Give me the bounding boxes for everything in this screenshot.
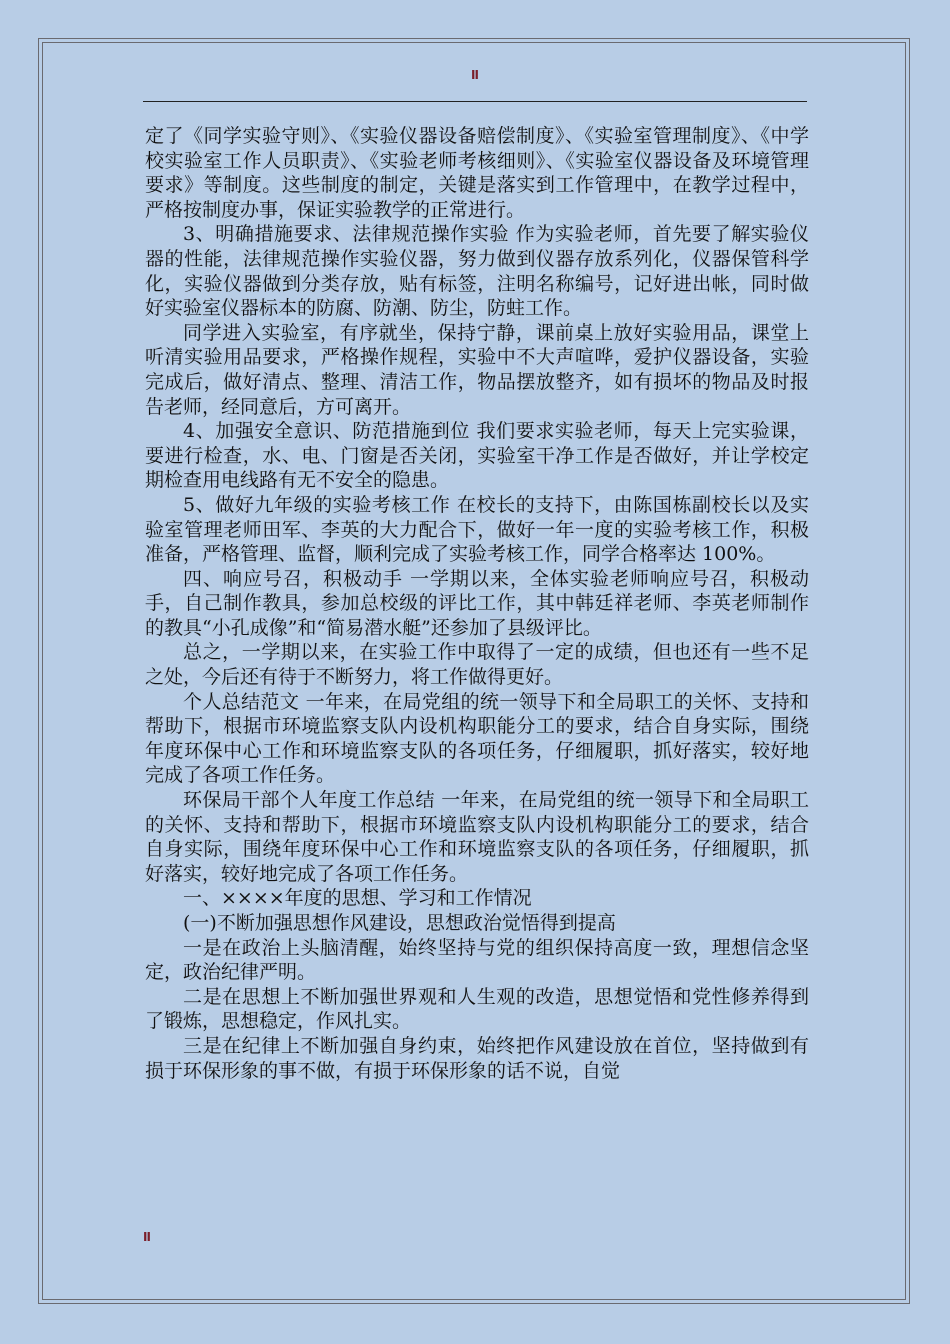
document-body — [145, 124, 809, 1083]
paragraph: 一是在政治上头脑清醒，始终坚持与党的组织保持高度一致，理想信念坚定，政治纪律严明。 — [145, 936, 809, 984]
paragraph: 环保局干部个人年度工作总结 一年来，在局党组的统一领导下和全局职工的关怀、支持和帮助下，根据市环境监察支队内设机构职能分工的要求，结合自身实际，围绕年度环保中心工作和环境监察支队的各项任务，仔细履职，抓好落实，较好地完成了各项工作任务。 — [145, 789, 809, 885]
paragraph: 定了《同学实验守则》、《实验仪器设备赔偿制度》、《实验室管理制度》、《中学校实验室工作人员职责》、《实验老师考核细则》、《实验室仪器设备及环境管理要求》等制度。这些制度的制定，关键是落实到工作管理中，在教学过程中，严格按制度办事，保证实验教学的正常进行。 — [145, 125, 809, 221]
header-mark: II — [471, 68, 478, 82]
paragraph: 三是在纪律上不断加强自身约束，始终把作风建设放在首位，坚持做到有损于环保形象的事不做，有损于环保形象的话不说，自觉 — [145, 1034, 809, 1082]
paragraph: 5、做好九年级的实验考核工作 在校长的支持下，由陈国栋副校长以及实验室管理老师田军、李英的大力配合下，做好一年一度的实验考核工作，积极准备，严格管理、监督，顺利完成了实验考核工作，同学合格率达 100%。 — [145, 493, 809, 566]
paragraph: 同学进入实验室，有序就坐，保持宁静，课前桌上放好实验用品，课堂上听清实验用品要求，严格操作规程，实验中不大声喧哗，爱护仪器设备，实验完成后，做好清点、整理、清洁工作，物品摆放整齐，如有损坏的物品及时报告老师，经同意后，方可离开。 — [145, 321, 809, 418]
paragraph: 个人总结范文 一年来，在局党组的统一领导下和全局职工的关怀、支持和帮助下，根据市环境监察支队内设机构职能分工的要求，结合自身实际，围绕年度环保中心工作和环境监察支队的各项任务，仔细履职，抓好落实，较好地完成了各项工作任务。 — [145, 690, 809, 787]
paragraph: 二是在思想上不断加强世界观和人生观的改造，思想觉悟和党性修养得到了锻炼，思想稳定，作风扎实。 — [145, 985, 809, 1033]
section-heading: 一、××××年度的思想、学习和工作情况 — [183, 887, 532, 910]
paragraph: 3、明确措施要求、法律规范操作实验 作为实验老师，首先要了解实验仪器的性能，法律规范操作实验仪器，努力做到仪器存放系列化，仪器保管科学化，实验仪器做到分类存放，贴有标签，注明名称编号，记好进出帐，同时做好实验室仪器标本的防腐、防潮、防尘，防蛀工作。 — [145, 223, 809, 320]
paragraph: 4、加强安全意识、防范措施到位 我们要求实验老师，每天上完实验课，要进行检查，水、电、门窗是否关闭，实验室干净工作是否做好，并让学校定期检查用电线路有无不安全的隐患。 — [145, 420, 809, 492]
paragraph: 四、响应号召，积极动手 一学期以来，全体实验老师响应号召，积极动手，自己制作教具，参加总校级的评比工作，其中韩廷祥老师、李英老师制作的教具“小孔成像”和“简易潜水艇”还参加了县级评比。 — [145, 567, 809, 639]
header-rule — [143, 101, 807, 102]
paragraph: 总之，一学期以来，在实验工作中取得了一定的成绩，但也还有一些不足之处，今后还有待于不断努力，将工作做得更好。 — [145, 641, 809, 689]
footer-mark: II — [143, 1230, 150, 1244]
subsection-heading: (一)不断加强思想作风建设，思想政治觉悟得到提高 — [183, 912, 616, 934]
